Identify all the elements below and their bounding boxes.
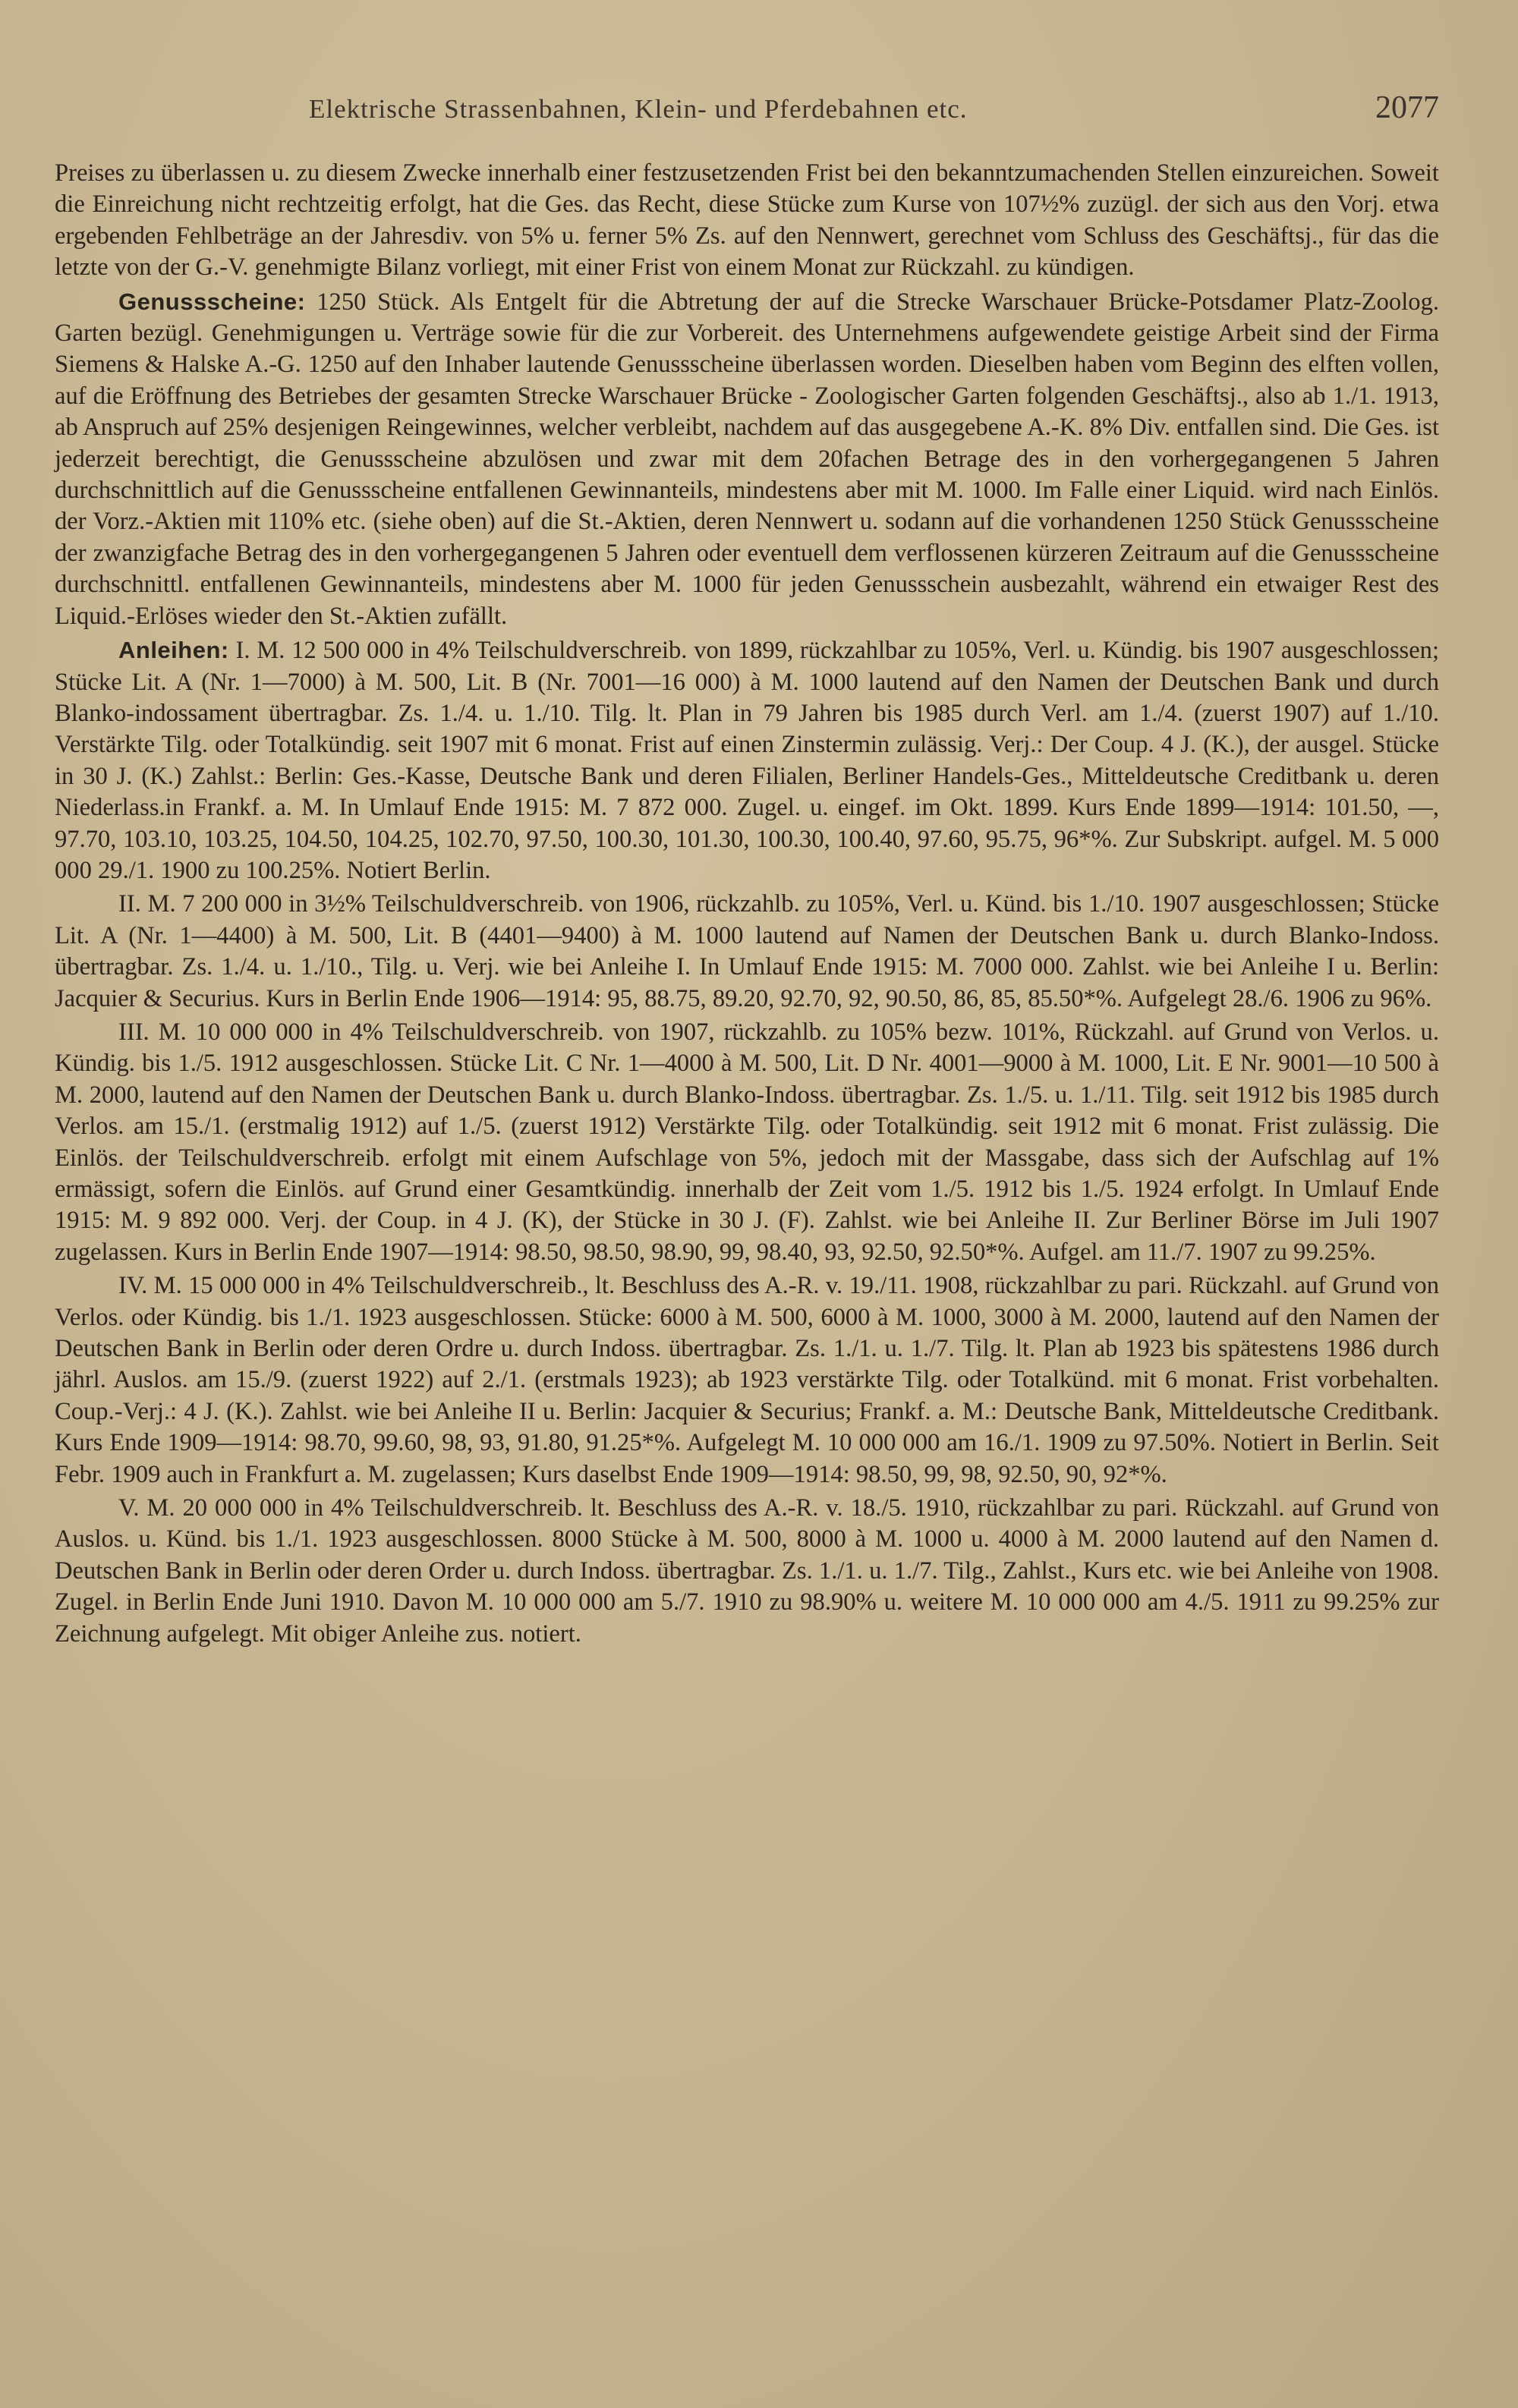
anleihen-i-text: I. M. 12 500 000 in 4% Teilschuldverschreib. von 1899, rückzahlbar zu 105%, Verl. u. Kündig. bis 1907 ausgeschlossen; Stücke Lit. A (Nr. 1—7000) à M. 500, Lit. B (Nr. 7001—16 000) à M. 1000 lautend auf den Namen der Deutschen Bank und durch Blanko-indossament übertragbar. Zs. 1./4. u. 1./10. Tilg. lt. Plan in 79 Jahren bis 1985 durch Verl. am 1./4. (zuerst 1907) auf 1./10. Verstärkte Tilg. oder Totalkündig. seit 1907 mit 6 monat. Frist auf einen Zinstermin zulässig. Verj.: Der Coup. 4 J. (K.), der ausgel. Stücke in 30 J. (K.) Zahlst.: Berlin: Ges.-Kasse, Deutsche Bank und deren Filialen, Berliner Handels-Ges., Mitteldeutsche Creditbank u. deren Niederlass.in Frankf. a. M. In Umlauf Ende 1915: M. 7 872 000. Zugel. u. eingef. im Okt. 1899. Kurs Ende 1899—1914: 101.50, —, 97.70, 103.10, 103.25, 104.50, 104.25, 102.70, 97.50, 100.30, 101.30, 100.30, 100.40, 97.60, 95.75, 96*%. Zur Subskript. aufgel. M. 5 000 000 29./1. 1900 zu 100.25%. Notiert Berlin. [55,637,1439,884]
paragraph-anleihe-iii: III. M. 10 000 000 in 4% Teilschuldverschreib. von 1907, rückzahlb. zu 105% bezw. 101%, Rückzahl. auf Grund von Verlos. u. Kündig. bis 1./5. 1912 ausgeschlossen. Stücke Lit. C Nr. 1—4000 à M. 500, Lit. D Nr. 4001—9000 à M. 1000, Lit. E Nr. 9001—10 500 à M. 2000, lautend auf den Namen der Deutschen Bank u. durch Blanko-Indoss. übertragbar. Zs. 1./5. u. 1./11. Tilg. seit 1912 bis 1985 durch Verlos. am 15./1. (erstmalig 1912) auf 1./5. (zuerst 1912) Verstärkte Tilg. oder Totalkündig. seit 1912 mit 6 monat. Frist zulässig. Die Einlös. der Teilschuldverschreib. erfolgt mit einem Aufschlage von 5%, jedoch mit der Massgabe, dass sich der Aufschlag auf 1% ermässigt, sofern die Einlös. auf Grund einer Gesamtkündig. innerhalb der Zeit vom 1./5. 1912 bis 1./5. 1924 erfolgt. In Umlauf Ende 1915: M. 9 892 000. Verj. der Coup. in 4 J. (K), der Stücke in 30 J. (F). Zahlst. wie bei Anleihe II. Zur Berliner Börse im Juli 1907 zugelassen. Kurs in Berlin Ende 1907—1914: 98.50, 98.50, 98.90, 99, 98.40, 93, 92.50, 92.50*%. Aufgel. am 11./7. 1907 zu 99.25%. [55,1018,1439,1266]
paragraph-preises: Preises zu überlassen u. zu diesem Zwecke innerhalb einer festzusetzenden Frist bei den bekanntzumachenden Stellen einzureichen. Soweit die Einreichung nicht rechtzeitig erfolgt, hat die Ges. das Recht, diese Stücke zum Kurse von 107½% zuzügl. der sich aus den Vorj. etwa ergebenden Fehlbeträge an der Jahresdiv. von 5% u. ferner 5% Zs. auf den Nennwert, gerechnet vom Schluss des Geschäftsj., für das die letzte von der G.-V. genehmigte Bilanz vorliegt, mit einer Frist von einem Monat zur Rückzahl. zu kündigen. [55,159,1439,282]
body-text [55,158,1439,1650]
paragraph-anleihe-v: V. M. 20 000 000 in 4% Teilschuldverschreib. lt. Beschluss des A.-R. v. 18./5. 1910, rückzahlbar zu pari. Rückzahl. auf Grund von Auslos. u. Künd. bis 1./1. 1923 ausgeschlossen. 8000 Stücke à M. 500, 8000 à M. 1000 u. 4000 à M. 2000 lautend auf den Namen d. Deutschen Bank in Berlin oder deren Order u. durch Indoss. übertragbar. Zs. 1./1. u. 1./7. Tilg., Zahlst., Kurs etc. wie bei Anleihe von 1908. Zugel. in Berlin Ende Juni 1910. Davon M. 10 000 000 am 5./7. 1910 zu 98.90% u. weitere M. 10 000 000 am 4./5. 1911 zu 99.25% zur Zeichnung aufgelegt. Mit obiger Anleihe zus. notiert. [55,1494,1439,1648]
paragraph-genussscheine [55,286,1439,632]
running-header [55,90,1439,138]
page-number: 2077 [1375,90,1439,125]
paragraph-anleihen-i [55,634,1439,886]
running-title: Elektrische Strassenbahnen, Klein- und Pferdebahnen etc. [309,94,968,124]
paragraph-anleihe-ii: II. M. 7 200 000 in 3½% Teilschuldverschreib. von 1906, rückzahlb. zu 105%, Verl. u. Künd. bis 1./10. 1907 ausgeschlossen; Stücke Lit. A (Nr. 1—4400) à M. 500, Lit. B (4401—9400) à M. 1000 lautend auf Namen der Deutschen Bank u. durch Blanko-Indoss. übertragbar. Zs. 1./4. u. 1./10., Tilg. u. Verj. wie bei Anleihe I. In Umlauf Ende 1915: M. 7000 000. Zahlst. wie bei Anleihe I u. Berlin: Jacquier & Securius. Kurs in Berlin Ende 1906—1914: 95, 88.75, 89.20, 92.70, 92, 90.50, 86, 85, 85.50*%. Aufgelegt 28./6. 1906 zu 96%. [55,890,1439,1012]
genussscheine-heading: Genussscheine: [118,288,306,315]
paragraph-anleihe-iv: IV. M. 15 000 000 in 4% Teilschuldverschreib., lt. Beschluss des A.-R. v. 19./11. 1908, rückzahlbar zu pari. Rückzahl. auf Grund von Verlos. oder Kündig. bis 1./1. 1923 ausgeschlossen. Stücke: 6000 à M. 500, 6000 à M. 1000, 3000 à M. 2000, lautend auf den Namen der Deutschen Bank in Berlin oder deren Ordre u. durch Indoss. übertragbar. Zs. 1./1. u. 1./7. Tilg. lt. Plan ab 1923 bis spätestens 1986 durch jährl. Auslos. am 15./9. (zuerst 1922) auf 2./1. (erstmals 1923); ab 1923 verstärkte Tilg. oder Totalkünd. mit 6 monat. Frist vorbehalten. Coup.-Verj.: 4 J. (K.). Zahlst. wie bei Anleihe II u. Berlin: Jacquier & Securius; Frankf. a. M.: Deutsche Bank, Mitteldeutsche Creditbank. Kurs Ende 1909—1914: 98.70, 99.60, 98, 93, 91.80, 91.25*%. Aufgelegt M. 10 000 000 am 16./1. 1909 zu 97.50%. Notiert in Berlin. Seit Febr. 1909 auch in Frankfurt a. M. zugelassen; Kurs daselbst Ende 1909—1914: 98.50, 99, 98, 92.50, 90, 92*%. [55,1272,1439,1488]
anleihen-heading: Anleihen: [118,637,229,664]
genussscheine-text: 1250 Stück. Als Entgelt für die Abtretung der auf die Strecke Warschauer Brücke-Potsdamer Platz-Zoolog. Garten bezügl. Genehmigungen u. Verträge sowie für die zur Vorbereit. des Unternehmens aufgewendete geistige Arbeit sind der Firma Siemens & Halske A.-G. 1250 auf den Inhaber lautende Genussscheine überlassen worden. Dieselben haben vom Beginn des elften vollen, auf die Eröffnung des Betriebes der gesamten Strecke Warschauer Brücke - Zoologischer Garten folgenden Geschäftsj., also ab 1./1. 1913, ab Anspruch auf 25% desjenigen Reingewinnes, welcher verbleibt, nachdem auf das ausgegebene A.-K. 8% Div. entfallen sind. Die Ges. ist jederzeit berechtigt, die Genussscheine abzulösen und zwar mit dem 20fachen Betrage des in den vorhergegangenen 5 Jahren durchschnittlich auf die Genussscheine entfallenen Gewinnanteils, mindestens aber mit M. 1000. Im Falle einer Liquid. wird nach Einlös. der Vorz.-Aktien mit 110% etc. (siehe oben) auf die St.-Aktien, deren Nennwert u. sodann auf die vorhandenen 1250 Stück Genussscheine der zwanzigfache Betrag des in den vorhergegangenen 5 Jahren oder eventuell dem verflossenen kürzeren Zeitraum auf die Genussscheine durchschnittl. entfallenen Gewinnanteils, mindestens aber M. 1000 für jeden Genussschein ausbezahlt, während ein etwaiger Rest des Liquid.-Erlöses wieder den St.-Aktien zufällt. [55,288,1439,630]
